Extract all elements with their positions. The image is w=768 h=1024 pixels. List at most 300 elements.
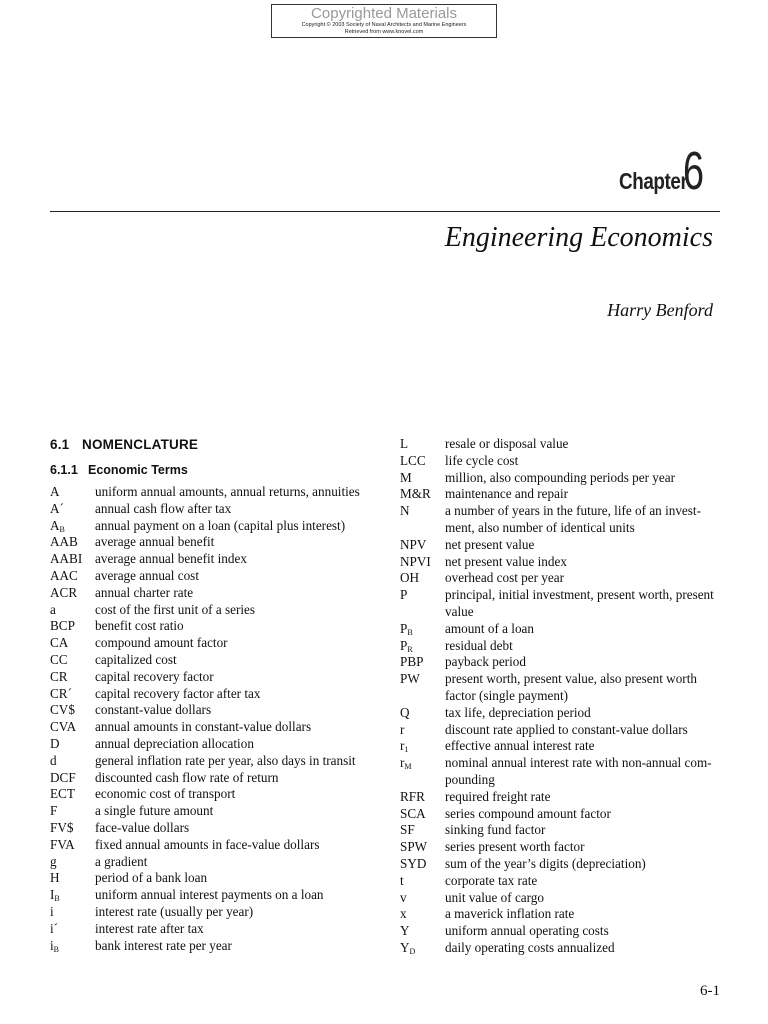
- nomenclature-entry: [50, 652, 380, 669]
- term-definition-line: ment, also number of identical units: [445, 519, 635, 535]
- nomenclature-entry: [400, 755, 730, 789]
- term-definition-line: pounding: [445, 771, 495, 787]
- term-symbol: [400, 621, 445, 638]
- term-symbol-text: SYD: [400, 855, 427, 871]
- term-definition-line: a gradient: [95, 853, 148, 869]
- term-symbol: [50, 518, 95, 535]
- page-number: 6-1: [700, 983, 720, 999]
- term-definition: [445, 890, 730, 907]
- term-definition-line: annual depreciation allocation: [95, 735, 254, 751]
- term-symbol: [400, 537, 445, 554]
- nomenclature-entry: [50, 635, 380, 652]
- term-definition: [95, 753, 380, 770]
- term-symbol-subscript: D: [409, 946, 416, 956]
- term-symbol-subscript: M: [404, 762, 412, 772]
- term-definition: [95, 602, 380, 619]
- nomenclature-entry: [400, 822, 730, 839]
- nomenclature-entry: [400, 856, 730, 873]
- term-symbol: [50, 870, 95, 887]
- term-symbol-text: i: [50, 903, 54, 919]
- term-definition-line: annual charter rate: [95, 584, 194, 600]
- nomenclature-entry: [50, 921, 380, 938]
- copyright-line-1: Copyright © 2003 Society of Naval Architects and Marine Engineers: [301, 22, 467, 28]
- term-symbol: [400, 822, 445, 839]
- nomenclature-entry: [50, 786, 380, 803]
- term-symbol: [50, 820, 95, 837]
- term-definition: [445, 537, 730, 554]
- nomenclature-entry: [50, 551, 380, 568]
- term-symbol-subscript: B: [54, 894, 60, 904]
- term-symbol: [400, 671, 445, 688]
- term-definition-line: a maverick inflation rate: [445, 906, 575, 922]
- term-symbol: [50, 719, 95, 736]
- nomenclature-entry: [400, 470, 730, 487]
- term-symbol-text: r: [400, 755, 405, 771]
- nomenclature-entry: [50, 887, 380, 904]
- header-rule: [50, 211, 720, 212]
- term-definition: [95, 686, 380, 703]
- term-definition: [445, 789, 730, 806]
- copyright-heading: Copyrighted Materials: [311, 5, 457, 22]
- nomenclature-left-column: [50, 484, 380, 954]
- term-symbol: [50, 921, 95, 938]
- term-definition: [95, 921, 380, 938]
- term-definition-line: general inflation rate per year, also days in transit: [95, 752, 356, 768]
- term-definition-line: amount of a loan: [445, 620, 534, 636]
- term-symbol-text: P: [400, 637, 408, 653]
- nomenclature-entry: [50, 870, 380, 887]
- term-definition-line: overhead cost per year: [445, 570, 564, 586]
- term-definition: [445, 806, 730, 823]
- term-symbol: [400, 738, 445, 755]
- nomenclature-entry: [50, 820, 380, 837]
- chapter-word: Chapter: [618, 168, 687, 194]
- term-symbol: [50, 534, 95, 551]
- term-definition-line: a number of years in the future, life of an invest-: [445, 503, 701, 519]
- term-symbol: [50, 736, 95, 753]
- term-definition: [95, 854, 380, 871]
- term-symbol-text: AAB: [50, 534, 78, 550]
- nomenclature-entry: [400, 436, 730, 453]
- nomenclature-entry: [50, 518, 380, 535]
- term-definition-line: life cycle cost: [445, 452, 519, 468]
- term-definition-line: principal, initial investment, present worth, present: [445, 587, 714, 603]
- term-symbol-text: N: [400, 503, 410, 519]
- term-definition-line: period of a bank loan: [95, 870, 208, 886]
- term-definition-line: present worth, present value, also present worth: [445, 671, 697, 687]
- term-definition-line: resale or disposal value: [445, 436, 569, 451]
- term-symbol-text: NPVI: [400, 553, 431, 569]
- nomenclature-entry: [50, 753, 380, 770]
- term-symbol: [400, 923, 445, 940]
- term-definition: [95, 837, 380, 854]
- term-symbol-text: CC: [50, 651, 68, 667]
- term-definition: [445, 486, 730, 503]
- term-symbol: [400, 890, 445, 907]
- chapter-title: Engineering Economics: [444, 222, 713, 253]
- term-symbol: [50, 786, 95, 803]
- term-symbol-text: LCC: [400, 452, 426, 468]
- term-definition: [445, 822, 730, 839]
- nomenclature-entry: [50, 669, 380, 686]
- nomenclature-entry: [400, 486, 730, 503]
- term-definition: [445, 503, 730, 537]
- term-definition-line: average annual cost: [95, 567, 199, 583]
- nomenclature-entry: [400, 722, 730, 739]
- term-definition: [445, 638, 730, 655]
- chapter-label: [604, 140, 713, 202]
- term-definition-line: unit value of cargo: [445, 889, 544, 905]
- term-symbol-text: A: [50, 484, 60, 499]
- term-symbol: [50, 904, 95, 921]
- term-definition-line: cost of the first unit of a series: [95, 601, 256, 617]
- nomenclature-entry: [50, 770, 380, 787]
- term-definition: [95, 484, 380, 501]
- term-definition: [95, 770, 380, 787]
- term-symbol: [50, 686, 95, 703]
- term-symbol-subscript: B: [407, 627, 413, 637]
- term-symbol-text: P: [400, 620, 408, 636]
- term-symbol-text: PBP: [400, 654, 424, 670]
- term-definition: [445, 722, 730, 739]
- nomenclature-entry: [50, 484, 380, 501]
- term-symbol: [50, 837, 95, 854]
- term-symbol: [400, 806, 445, 823]
- term-definition-line: a single future amount: [95, 803, 214, 819]
- term-definition-line: economic cost of transport: [95, 786, 236, 802]
- term-definition-line: net present value index: [445, 553, 567, 569]
- term-definition: [95, 887, 380, 904]
- nomenclature-entry: [400, 537, 730, 554]
- term-symbol-text: i´: [50, 920, 59, 936]
- term-symbol-text: r: [400, 738, 405, 754]
- term-definition-line: annual payment on a loan (capital plus interest): [95, 517, 346, 533]
- term-definition-line: capital recovery factor after tax: [95, 685, 261, 701]
- term-definition-line: corporate tax rate: [445, 872, 538, 888]
- term-symbol-text: CVA: [50, 719, 77, 735]
- term-symbol-text: M&R: [400, 486, 431, 502]
- section-heading: [50, 437, 198, 452]
- term-definition: [95, 904, 380, 921]
- term-symbol-text: BCP: [50, 618, 75, 634]
- term-symbol: [50, 938, 95, 955]
- nomenclature-entry: [50, 904, 380, 921]
- term-definition: [95, 585, 380, 602]
- term-definition: [445, 940, 730, 957]
- nomenclature-entry: [400, 890, 730, 907]
- term-definition-line: interest rate (usually per year): [95, 903, 254, 919]
- term-symbol: [50, 568, 95, 585]
- term-definition-line: series compound amount factor: [445, 805, 611, 821]
- term-symbol: [400, 789, 445, 806]
- term-symbol: [400, 587, 445, 604]
- term-symbol: [400, 906, 445, 923]
- term-symbol: [400, 453, 445, 470]
- term-definition: [95, 786, 380, 803]
- term-symbol-text: SCA: [400, 805, 426, 821]
- term-definition: [445, 906, 730, 923]
- term-definition-line: required freight rate: [445, 788, 551, 804]
- term-symbol-text: SF: [400, 822, 415, 838]
- term-definition: [445, 738, 730, 755]
- term-symbol-text: AABI: [50, 551, 83, 567]
- term-symbol-text: DCF: [50, 769, 76, 785]
- term-definition-line: annual cash flow after tax: [95, 500, 232, 516]
- term-symbol: [400, 436, 445, 453]
- nomenclature-entry: [400, 705, 730, 722]
- term-symbol: [50, 635, 95, 652]
- term-definition: [95, 803, 380, 820]
- term-definition-line: uniform annual interest payments on a loan: [95, 887, 324, 903]
- term-symbol: [50, 652, 95, 669]
- term-definition-line: capitalized cost: [95, 651, 177, 667]
- term-definition: [445, 654, 730, 671]
- term-symbol-text: H: [50, 870, 60, 886]
- term-definition: [95, 534, 380, 551]
- nomenclature-entry: [50, 686, 380, 703]
- term-definition-line: average annual benefit index: [95, 551, 247, 567]
- term-symbol: [400, 470, 445, 487]
- subsection-heading: [50, 463, 188, 477]
- term-symbol-text: g: [50, 853, 57, 869]
- term-symbol-text: D: [50, 735, 60, 751]
- nomenclature-entry: [400, 671, 730, 705]
- term-symbol-text: CV$: [50, 702, 75, 718]
- term-definition: [95, 669, 380, 686]
- term-symbol: [400, 722, 445, 739]
- term-definition-line: discount rate applied to constant-value dollars: [445, 721, 688, 737]
- term-symbol-text: v: [400, 889, 407, 905]
- term-symbol: [400, 554, 445, 571]
- term-symbol-text: r: [400, 721, 405, 737]
- term-definition: [95, 618, 380, 635]
- term-symbol-text: Y: [400, 939, 410, 955]
- nomenclature-entry: [50, 736, 380, 753]
- term-symbol-text: M: [400, 469, 412, 485]
- term-symbol-text: I: [50, 887, 55, 903]
- term-definition: [95, 719, 380, 736]
- section-number: 6.1: [50, 437, 70, 452]
- term-symbol-text: x: [400, 906, 407, 922]
- term-definition-line: nominal annual interest rate with non-annual com-: [445, 755, 712, 771]
- term-symbol-text: FV$: [50, 819, 74, 835]
- nomenclature-entry: [400, 554, 730, 571]
- term-definition-line: interest rate after tax: [95, 920, 204, 936]
- term-symbol-text: d: [50, 752, 57, 768]
- nomenclature-entry: [400, 923, 730, 940]
- term-definition-line: payback period: [445, 654, 526, 670]
- term-definition-line: factor (single payment): [445, 687, 569, 703]
- term-symbol: [50, 618, 95, 635]
- term-definition-line: million, also compounding periods per year: [445, 469, 676, 485]
- term-definition-line: benefit cost ratio: [95, 618, 184, 634]
- term-symbol: [400, 940, 445, 957]
- term-definition: [445, 671, 730, 705]
- term-definition-line: bank interest rate per year: [95, 937, 232, 953]
- nomenclature-entry: [400, 906, 730, 923]
- term-definition-line: uniform annual amounts, annual returns, annuities: [95, 484, 360, 499]
- term-definition-line: capital recovery factor: [95, 668, 214, 684]
- term-definition-line: tax life, depreciation period: [445, 704, 591, 720]
- term-definition: [445, 923, 730, 940]
- term-definition-line: fixed annual amounts in face-value dollars: [95, 836, 320, 852]
- nomenclature-entry: [50, 534, 380, 551]
- copyright-line-2: Retrieved from www.knovel.com: [344, 28, 424, 35]
- term-definition: [95, 702, 380, 719]
- term-symbol: [50, 602, 95, 619]
- term-symbol-text: ACR: [50, 584, 78, 600]
- nomenclature-entry: [50, 837, 380, 854]
- term-symbol: [50, 551, 95, 568]
- nomenclature-entry: [400, 570, 730, 587]
- term-definition-line: value: [445, 603, 474, 619]
- nomenclature-entry: [50, 702, 380, 719]
- term-definition: [95, 501, 380, 518]
- nomenclature-entry: [400, 873, 730, 890]
- subsection-title: Economic Terms: [88, 463, 188, 477]
- chapter-author: Harry Benford: [607, 300, 713, 320]
- term-symbol: [50, 887, 95, 904]
- term-symbol: [50, 770, 95, 787]
- term-symbol-text: t: [400, 872, 404, 888]
- term-symbol-text: OH: [400, 570, 420, 586]
- term-symbol-text: AAC: [50, 567, 78, 583]
- nomenclature-entry: [50, 719, 380, 736]
- term-definition: [95, 736, 380, 753]
- nomenclature-entry: [50, 938, 380, 955]
- nomenclature-entry: [400, 453, 730, 470]
- term-symbol: [400, 839, 445, 856]
- term-symbol: [400, 486, 445, 503]
- term-symbol: [400, 873, 445, 890]
- term-symbol: [400, 705, 445, 722]
- term-definition: [95, 568, 380, 585]
- term-definition-line: constant-value dollars: [95, 702, 212, 718]
- section-title: NOMENCLATURE: [82, 437, 199, 452]
- term-symbol-text: ECT: [50, 786, 75, 802]
- term-symbol-text: a: [50, 601, 56, 617]
- chapter-number: 6: [682, 141, 704, 201]
- term-symbol-subscript: B: [59, 524, 65, 534]
- nomenclature-entry: [400, 638, 730, 655]
- nomenclature-entry: [400, 789, 730, 806]
- term-definition-line: annual amounts in constant-value dollars: [95, 719, 312, 735]
- nomenclature-entry: [50, 854, 380, 871]
- term-symbol: [400, 654, 445, 671]
- term-definition-line: effective annual interest rate: [445, 738, 595, 754]
- term-symbol-text: PW: [400, 671, 420, 687]
- term-symbol-subscript: 1: [404, 745, 409, 755]
- term-definition: [95, 551, 380, 568]
- term-symbol: [50, 702, 95, 719]
- nomenclature-entry: [50, 803, 380, 820]
- term-definition: [445, 873, 730, 890]
- term-definition-line: discounted cash flow rate of return: [95, 769, 279, 785]
- term-definition: [95, 652, 380, 669]
- term-definition: [445, 856, 730, 873]
- term-symbol-text: Y: [400, 923, 410, 939]
- term-definition: [445, 453, 730, 470]
- term-symbol: [50, 854, 95, 871]
- nomenclature-entry: [50, 618, 380, 635]
- term-definition: [95, 938, 380, 955]
- term-symbol: [400, 856, 445, 873]
- term-definition-line: daily operating costs annualized: [445, 939, 615, 955]
- term-symbol: [50, 585, 95, 602]
- copyright-notice: [271, 4, 497, 38]
- term-symbol-text: FVA: [50, 836, 75, 852]
- term-symbol-subscript: B: [53, 944, 60, 954]
- term-definition: [95, 820, 380, 837]
- term-definition: [445, 705, 730, 722]
- term-definition: [445, 436, 730, 453]
- term-definition-line: residual debt: [445, 637, 513, 653]
- term-symbol: [400, 638, 445, 655]
- term-definition-line: uniform annual operating costs: [445, 923, 609, 939]
- term-symbol-text: F: [50, 803, 58, 819]
- term-symbol-subscript: R: [407, 644, 413, 654]
- term-definition-line: average annual benefit: [95, 534, 215, 550]
- term-symbol: [50, 753, 95, 770]
- term-definition: [445, 621, 730, 638]
- term-definition: [95, 635, 380, 652]
- nomenclature-entry: [50, 568, 380, 585]
- term-symbol: [50, 501, 95, 518]
- term-definition: [445, 570, 730, 587]
- nomenclature-entry: [400, 806, 730, 823]
- nomenclature-right-column: [400, 436, 730, 957]
- nomenclature-entry: [400, 940, 730, 957]
- term-symbol-text: NPV: [400, 536, 427, 552]
- nomenclature-entry: [400, 503, 730, 537]
- term-definition-line: face-value dollars: [95, 819, 190, 835]
- term-symbol-text: CR: [50, 668, 68, 684]
- term-symbol-text: Q: [400, 704, 410, 720]
- term-symbol-text: A´: [50, 500, 64, 516]
- term-symbol-text: P: [400, 587, 408, 603]
- term-definition-line: sum of the year’s digits (depreciation): [445, 855, 646, 871]
- term-symbol: [400, 503, 445, 520]
- nomenclature-entry: [400, 738, 730, 755]
- nomenclature-entry: [50, 585, 380, 602]
- term-definition-line: net present value: [445, 536, 535, 552]
- term-definition: [445, 839, 730, 856]
- term-symbol-text: CA: [50, 635, 69, 651]
- term-symbol-text: A: [50, 517, 60, 533]
- term-definition: [95, 870, 380, 887]
- nomenclature-entry: [50, 501, 380, 518]
- term-definition-line: maintenance and repair: [445, 486, 569, 502]
- subsection-number: 6.1.1: [50, 463, 78, 477]
- term-definition: [445, 755, 730, 789]
- term-symbol: [400, 570, 445, 587]
- nomenclature-entry: [400, 587, 730, 621]
- term-symbol: [50, 803, 95, 820]
- term-definition: [95, 518, 380, 535]
- term-symbol: [50, 669, 95, 686]
- term-symbol: [50, 484, 95, 501]
- nomenclature-entry: [400, 621, 730, 638]
- term-definition: [445, 470, 730, 487]
- nomenclature-entry: [400, 839, 730, 856]
- term-symbol-text: L: [400, 436, 409, 451]
- term-definition: [445, 587, 730, 621]
- term-definition-line: sinking fund factor: [445, 822, 546, 838]
- term-definition-line: series present worth factor: [445, 839, 585, 855]
- term-definition-line: compound amount factor: [95, 635, 228, 651]
- nomenclature-entry: [400, 654, 730, 671]
- term-definition: [445, 554, 730, 571]
